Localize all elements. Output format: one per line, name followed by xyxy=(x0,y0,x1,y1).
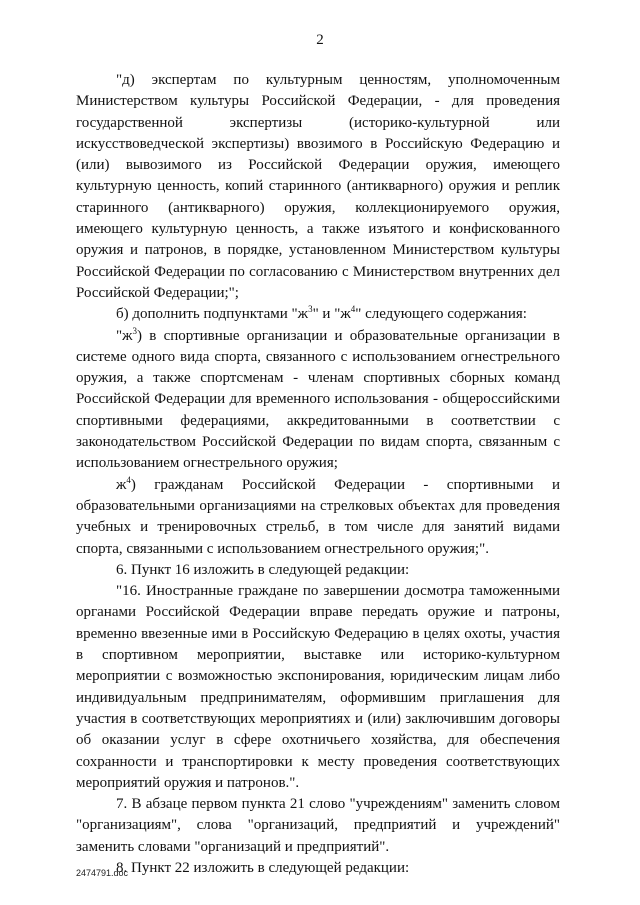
document-body xyxy=(76,70,560,879)
paragraph-item-6: 6. Пункт 16 изложить в следующей редакции: xyxy=(116,561,410,578)
paragraph-item-8: 8. Пункт 22 изложить в следующей редакции: xyxy=(116,859,410,876)
page-number: 2 xyxy=(316,32,324,48)
paragraph-b: б) дополнить подпунктами "$ж^3$" и "$ж^4$" следующего содержания: xyxy=(116,304,527,323)
paragraph-zh3: "$ж^3$) в спортивные организации и образовательные организации в системе одного вида спорта, связанного с использованием огнестрельного оружия, а также спортсменам - членам спортивных сборных команд Российской Федерации для временного использования - общероссийскими спортивными федерациями, аккредитованными в соответствии с законодательством Российской Федерации по видам спорта, связанным с использованием огнестрельного оружия; xyxy=(76,325,560,472)
paragraph-item-7: 7. В абзаце первом пункта 21 слово "учреждениям" заменить словом "организациям", слова "организаций, предприятий и учреждений" заменить словами "организаций и предприятий". xyxy=(76,796,560,855)
paragraph-zh4: $ж^4$) гражданам Российской Федерации - спортивными и образовательными организациями на стрелковых объектах для проведения учебных и тренировочных стрельб, в том числе для занятий видами спорта, связанными с использованием огнестрельного оружия;". xyxy=(76,474,560,557)
paragraph-item-16: "16. Иностранные граждане по завершении досмотра таможенными органами Российской Федерации вправе передать оружие и патроны, временно ввезенные ими в Российскую Федерацию в целях охоты, участия в спортивном мероприятии, выставке или историко-культурном мероприятии с возможностью экспонирования, юридическим лицам либо индивидуальным предпринимателям, оформившим приглашения для участия в соответствующих мероприятиях и (или) заключившим договоры об оказании услуг в сфере охотничьего хозяйства, для обеспечения сохранности и транспортировки к месту проведения соответствующих мероприятий оружия и патронов.". xyxy=(76,583,560,791)
paragraph-d: "д) экспертам по культурным ценностям, уполномоченным Министерством культуры Российской Федерации, - для проведения государственной экспертизы (историко-культурной или искусствоведческой экспертизы) ввозимого в Российскую Федерацию и (или) вывозимого из Российской Федерации оружия, имеющего культурную ценность, копий старинного (антикварного) оружия и реплик старинного (антикварного) оружия, коллекционируемого оружия, имеющего культурную ценность, а также изъятого и конфискованного оружия и патронов, в порядке, установленном Министерством культуры Российской Федерации по согласованию с Министерством внутренних дел Российской Федерации;"; xyxy=(76,72,560,301)
document-code: 2474791.doc xyxy=(76,868,129,878)
